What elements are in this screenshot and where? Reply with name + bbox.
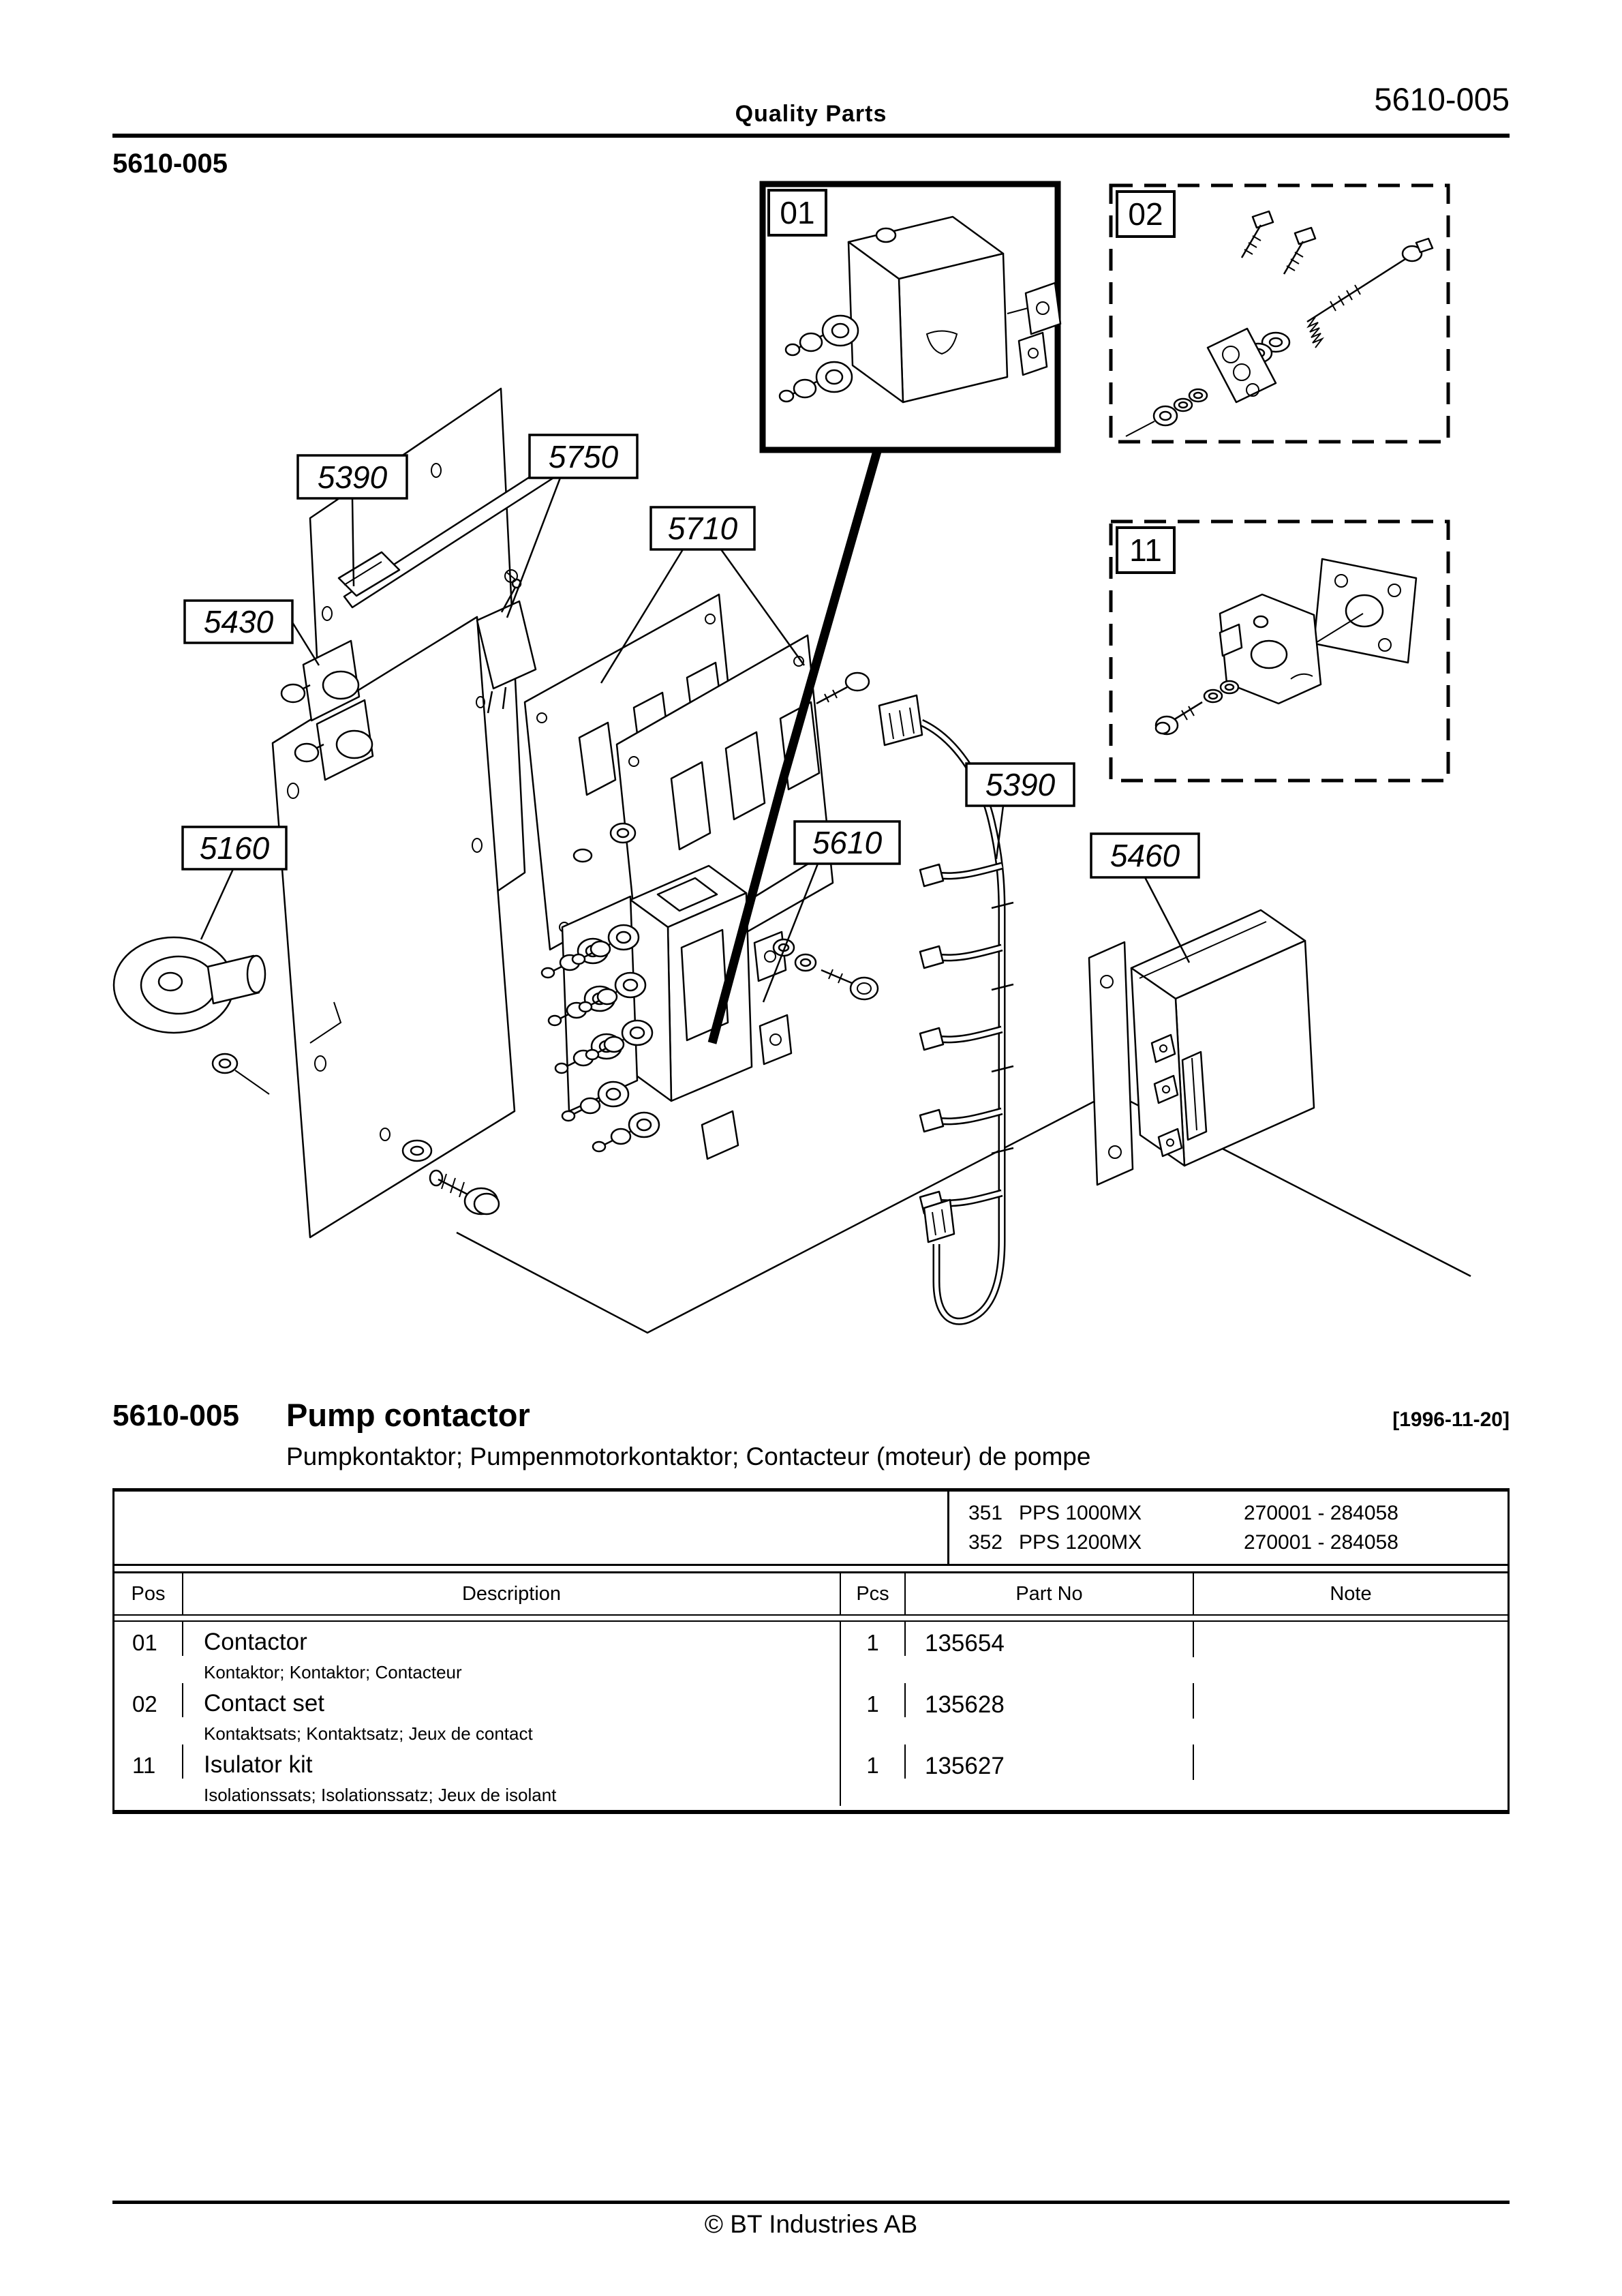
callout-5390-left-label: 5390 xyxy=(317,459,388,495)
model-list xyxy=(949,1498,1508,1557)
detail-01-contactor xyxy=(780,217,1060,402)
cell-part-no: 135628 xyxy=(906,1683,1194,1719)
floor-plane-lines xyxy=(457,1092,1471,1333)
callout-5160-label: 5160 xyxy=(199,830,270,866)
table-heavy-divider xyxy=(114,1564,1508,1573)
harness-branches xyxy=(920,864,1002,1213)
cell-part-no: 135627 xyxy=(906,1744,1194,1780)
model-band xyxy=(114,1492,1508,1564)
callout-5750 xyxy=(507,435,637,618)
table-row xyxy=(114,1622,1508,1683)
detail-box-02 xyxy=(1111,185,1448,442)
detail-02-contact-set xyxy=(1126,211,1433,436)
col-header-note: Note xyxy=(1330,1582,1372,1605)
model-serial: 270001 - 284058 xyxy=(1244,1530,1398,1554)
col-header-part-no: Part No xyxy=(906,1573,1194,1614)
section-title: Pump contactor xyxy=(286,1397,530,1433)
callout-5390-right xyxy=(966,764,1074,859)
callout-5610-label: 5610 xyxy=(812,825,883,860)
table-header-row xyxy=(114,1573,1508,1614)
description-main: Contact set xyxy=(204,1690,325,1717)
doc-number: 5610-005 xyxy=(1374,81,1510,117)
model-code: 352 xyxy=(968,1530,1003,1554)
horn-5160 xyxy=(114,937,269,1094)
col-header-pos: Pos xyxy=(114,1573,183,1614)
cell-pos: 02 xyxy=(114,1683,183,1717)
description-i18n: Kontaktor; Kontaktor; Contacteur xyxy=(204,1662,462,1682)
footer-copyright: © BT Industries AB xyxy=(704,2210,918,2238)
table-row xyxy=(114,1683,1508,1744)
callout-5390-right-label: 5390 xyxy=(985,767,1056,802)
page-title: Quality Parts xyxy=(735,101,887,127)
cell-description xyxy=(183,1683,841,1744)
description-main: Isulator kit xyxy=(204,1751,313,1778)
header-rule xyxy=(112,134,1510,138)
footer-rule xyxy=(112,2201,1510,2204)
callout-5710-label: 5710 xyxy=(667,511,738,546)
cell-note xyxy=(1194,1744,1508,1810)
callout-5750-label: 5750 xyxy=(548,439,619,474)
table-row xyxy=(114,1744,1508,1810)
detail-11-isolator-kit xyxy=(1156,559,1416,734)
detail-box-11-label: 11 xyxy=(1129,532,1162,568)
cell-note xyxy=(1194,1683,1508,1744)
model-code: 351 xyxy=(968,1501,1003,1524)
cell-description xyxy=(183,1744,841,1806)
cell-pcs: 1 xyxy=(841,1744,906,1779)
callout-5430-label: 5430 xyxy=(203,604,274,639)
section-code-top: 5610-005 xyxy=(112,149,228,179)
callout-5430 xyxy=(185,601,319,665)
section-code: 5610-005 xyxy=(112,1399,239,1432)
callout-5160 xyxy=(183,827,286,939)
description-i18n: Isolationssats; Isolationssatz; Jeux de isolant xyxy=(204,1785,557,1805)
col-header-description: Description xyxy=(183,1573,841,1614)
detail-box-01-label: 01 xyxy=(780,195,815,230)
bolt-washer-bottom xyxy=(403,1141,499,1214)
table-light-divider xyxy=(114,1614,1508,1622)
section-date: [1996-11-20] xyxy=(1392,1408,1510,1431)
cell-pos: 01 xyxy=(114,1622,183,1656)
col-header-pcs: Pcs xyxy=(841,1573,906,1614)
detail-box-02-label: 02 xyxy=(1128,196,1163,232)
parts-table xyxy=(112,1488,1510,1814)
cell-part-no: 135654 xyxy=(906,1622,1194,1657)
section-subtitle: Pumpkontaktor; Pumpenmotorkontaktor; Contacteur (moteur) de pompe xyxy=(286,1442,1091,1470)
description-main: Contactor xyxy=(204,1629,307,1655)
cell-pcs: 1 xyxy=(841,1622,906,1656)
relay-box-5460 xyxy=(1089,910,1314,1185)
model-serial: 270001 - 284058 xyxy=(1244,1501,1398,1524)
model-row xyxy=(949,1498,1508,1528)
cell-pcs: 1 xyxy=(841,1683,906,1717)
model-row xyxy=(949,1528,1508,1557)
description-i18n: Kontaktsats; Kontaktsatz; Jeux de contact xyxy=(204,1723,533,1744)
callout-5460 xyxy=(1091,834,1199,963)
cell-description xyxy=(183,1622,841,1683)
cell-pos: 11 xyxy=(114,1744,183,1779)
detail-box-11 xyxy=(1111,522,1448,781)
exploded-diagram xyxy=(0,177,1622,1398)
model-name: PPS 1200MX xyxy=(1019,1530,1142,1554)
detail-box-01 xyxy=(763,184,1060,450)
callout-5460-label: 5460 xyxy=(1110,838,1180,873)
model-name: PPS 1000MX xyxy=(1019,1501,1142,1524)
cell-note xyxy=(1194,1622,1508,1683)
